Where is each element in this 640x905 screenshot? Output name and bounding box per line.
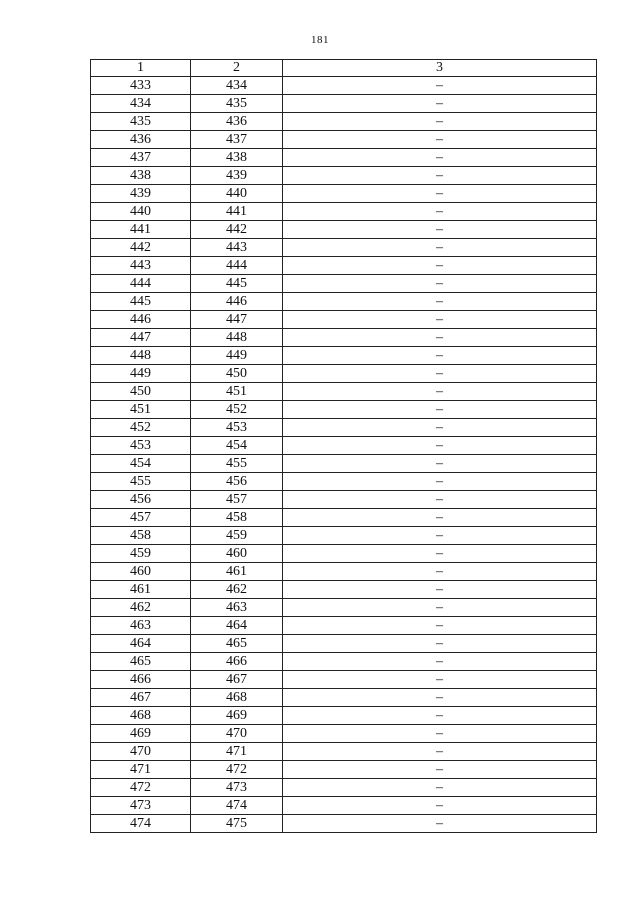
table-cell-col-2: 475 [191,815,283,833]
table-row [91,383,597,401]
table-cell-col-3: – [283,743,597,761]
table-cell-col-3: – [283,671,597,689]
table-cell-col-3: – [283,725,597,743]
table-cell-col-1: 460 [91,563,191,581]
table-row [91,761,597,779]
table-cell-col-1: 455 [91,473,191,491]
table-cell-col-1: 436 [91,131,191,149]
table-row [91,545,597,563]
table-cell-col-3: – [283,293,597,311]
table-row [91,509,597,527]
table-row [91,203,597,221]
table-cell-col-2: 462 [191,581,283,599]
table-cell-col-2: 448 [191,329,283,347]
table-cell-col-3: – [283,347,597,365]
table-cell-col-2: 454 [191,437,283,455]
table-row [91,185,597,203]
table-row [91,797,597,815]
table-cell-col-1: 438 [91,167,191,185]
table-row [91,419,597,437]
table-row [91,257,597,275]
table-cell-col-2: 463 [191,599,283,617]
table-row [91,77,597,95]
table-row [91,617,597,635]
table-cell-col-2: 464 [191,617,283,635]
table-row [91,437,597,455]
table-cell-col-1: 473 [91,797,191,815]
table-row [91,527,597,545]
table-row [91,725,597,743]
table-cell-col-3: – [283,707,597,725]
table-cell-col-3: – [283,455,597,473]
table-cell-col-1: 442 [91,239,191,257]
table-cell-col-2: 435 [191,95,283,113]
data-table [90,59,597,833]
table-cell-col-2: 439 [191,167,283,185]
table-cell-col-2: 466 [191,653,283,671]
table-cell-col-1: 464 [91,635,191,653]
table-cell-col-2: 452 [191,401,283,419]
table-cell-col-1: 445 [91,293,191,311]
table-cell-col-1: 440 [91,203,191,221]
table-cell-col-2: 473 [191,779,283,797]
column-header-2: 2 [191,60,283,77]
table-cell-col-1: 466 [91,671,191,689]
table-cell-col-3: – [283,311,597,329]
table-cell-col-1: 454 [91,455,191,473]
table-row [91,275,597,293]
table-cell-col-3: – [283,239,597,257]
table-row [91,653,597,671]
table-row [91,131,597,149]
table-cell-col-1: 463 [91,617,191,635]
table-cell-col-2: 460 [191,545,283,563]
table-row [91,221,597,239]
table-cell-col-1: 467 [91,689,191,707]
table-cell-col-3: – [283,545,597,563]
table-cell-col-1: 457 [91,509,191,527]
table-row [91,581,597,599]
table-cell-col-2: 453 [191,419,283,437]
table-row [91,689,597,707]
table-cell-col-3: – [283,815,597,833]
table-cell-col-3: – [283,383,597,401]
table-cell-col-2: 467 [191,671,283,689]
table-cell-col-3: – [283,689,597,707]
page-number: 181 [311,34,329,46]
table-cell-col-3: – [283,581,597,599]
table-cell-col-2: 450 [191,365,283,383]
table-row [91,743,597,761]
table-cell-col-3: – [283,761,597,779]
table-cell-col-2: 449 [191,347,283,365]
table-cell-col-3: – [283,113,597,131]
table-cell-col-3: – [283,797,597,815]
table-cell-col-3: – [283,509,597,527]
table-cell-col-3: – [283,365,597,383]
table-cell-col-1: 439 [91,185,191,203]
table-cell-col-1: 468 [91,707,191,725]
table-cell-col-1: 435 [91,113,191,131]
table-row [91,671,597,689]
table-cell-col-2: 465 [191,635,283,653]
table-cell-col-1: 448 [91,347,191,365]
table-cell-col-1: 443 [91,257,191,275]
table-row [91,149,597,167]
table-cell-col-2: 444 [191,257,283,275]
table-cell-col-2: 447 [191,311,283,329]
table-cell-col-2: 445 [191,275,283,293]
table-row [91,365,597,383]
table-cell-col-3: – [283,599,597,617]
table-cell-col-1: 459 [91,545,191,563]
table-cell-col-1: 456 [91,491,191,509]
column-header-3: 3 [283,60,597,77]
table-cell-col-2: 468 [191,689,283,707]
table-body [91,77,597,833]
table-cell-col-3: – [283,635,597,653]
column-header-1: 1 [91,60,191,77]
table-row [91,95,597,113]
table-cell-col-3: – [283,563,597,581]
table-cell-col-2: 457 [191,491,283,509]
table-cell-col-2: 470 [191,725,283,743]
table-cell-col-2: 458 [191,509,283,527]
table-cell-col-1: 471 [91,761,191,779]
table-cell-col-1: 462 [91,599,191,617]
table-cell-col-1: 441 [91,221,191,239]
table-cell-col-2: 455 [191,455,283,473]
table-row [91,563,597,581]
table-cell-col-3: – [283,527,597,545]
table-cell-col-1: 451 [91,401,191,419]
table-cell-col-2: 446 [191,293,283,311]
table-row [91,329,597,347]
table-cell-col-1: 469 [91,725,191,743]
table-cell-col-3: – [283,131,597,149]
table-row [91,815,597,833]
table-cell-col-2: 436 [191,113,283,131]
table-row [91,707,597,725]
table-row [91,293,597,311]
table-cell-col-3: – [283,167,597,185]
table-cell-col-1: 447 [91,329,191,347]
table-row [91,455,597,473]
table-header-row [91,60,597,77]
table-row [91,779,597,797]
table-cell-col-1: 470 [91,743,191,761]
table-header [91,60,597,77]
table-cell-col-1: 472 [91,779,191,797]
table-row [91,401,597,419]
table-cell-col-1: 434 [91,95,191,113]
table-cell-col-3: – [283,653,597,671]
table-cell-col-3: – [283,95,597,113]
table-cell-col-1: 433 [91,77,191,95]
table-cell-col-3: – [283,203,597,221]
table-cell-col-2: 456 [191,473,283,491]
table-cell-col-2: 437 [191,131,283,149]
table-cell-col-2: 442 [191,221,283,239]
table-cell-col-1: 474 [91,815,191,833]
table-cell-col-3: – [283,473,597,491]
table-row [91,491,597,509]
table-cell-col-3: – [283,275,597,293]
table-cell-col-2: 459 [191,527,283,545]
table-cell-col-1: 461 [91,581,191,599]
table-cell-col-1: 465 [91,653,191,671]
table-row [91,113,597,131]
table-cell-col-1: 458 [91,527,191,545]
table-row [91,239,597,257]
table-cell-col-3: – [283,437,597,455]
table-cell-col-2: 474 [191,797,283,815]
table-cell-col-2: 434 [191,77,283,95]
table-cell-col-1: 452 [91,419,191,437]
table-cell-col-1: 437 [91,149,191,167]
table-cell-col-1: 450 [91,383,191,401]
table-cell-col-3: – [283,419,597,437]
table-cell-col-3: – [283,401,597,419]
table-cell-col-3: – [283,329,597,347]
table-cell-col-3: – [283,185,597,203]
table-cell-col-3: – [283,617,597,635]
table-cell-col-1: 449 [91,365,191,383]
table-cell-col-2: 443 [191,239,283,257]
table-row [91,347,597,365]
table-cell-col-2: 451 [191,383,283,401]
table-cell-col-2: 438 [191,149,283,167]
table-cell-col-3: – [283,779,597,797]
table-cell-col-2: 440 [191,185,283,203]
table-row [91,599,597,617]
table-cell-col-3: – [283,491,597,509]
table-cell-col-1: 444 [91,275,191,293]
table-cell-col-3: – [283,77,597,95]
table-row [91,635,597,653]
table-cell-col-1: 446 [91,311,191,329]
table-cell-col-2: 472 [191,761,283,779]
table-cell-col-2: 441 [191,203,283,221]
table-cell-col-1: 453 [91,437,191,455]
table-cell-col-3: – [283,149,597,167]
table-cell-col-3: – [283,221,597,239]
table-row [91,167,597,185]
table-row [91,473,597,491]
table-cell-col-3: – [283,257,597,275]
table-cell-col-2: 461 [191,563,283,581]
table-row [91,311,597,329]
table-cell-col-2: 469 [191,707,283,725]
table-cell-col-2: 471 [191,743,283,761]
